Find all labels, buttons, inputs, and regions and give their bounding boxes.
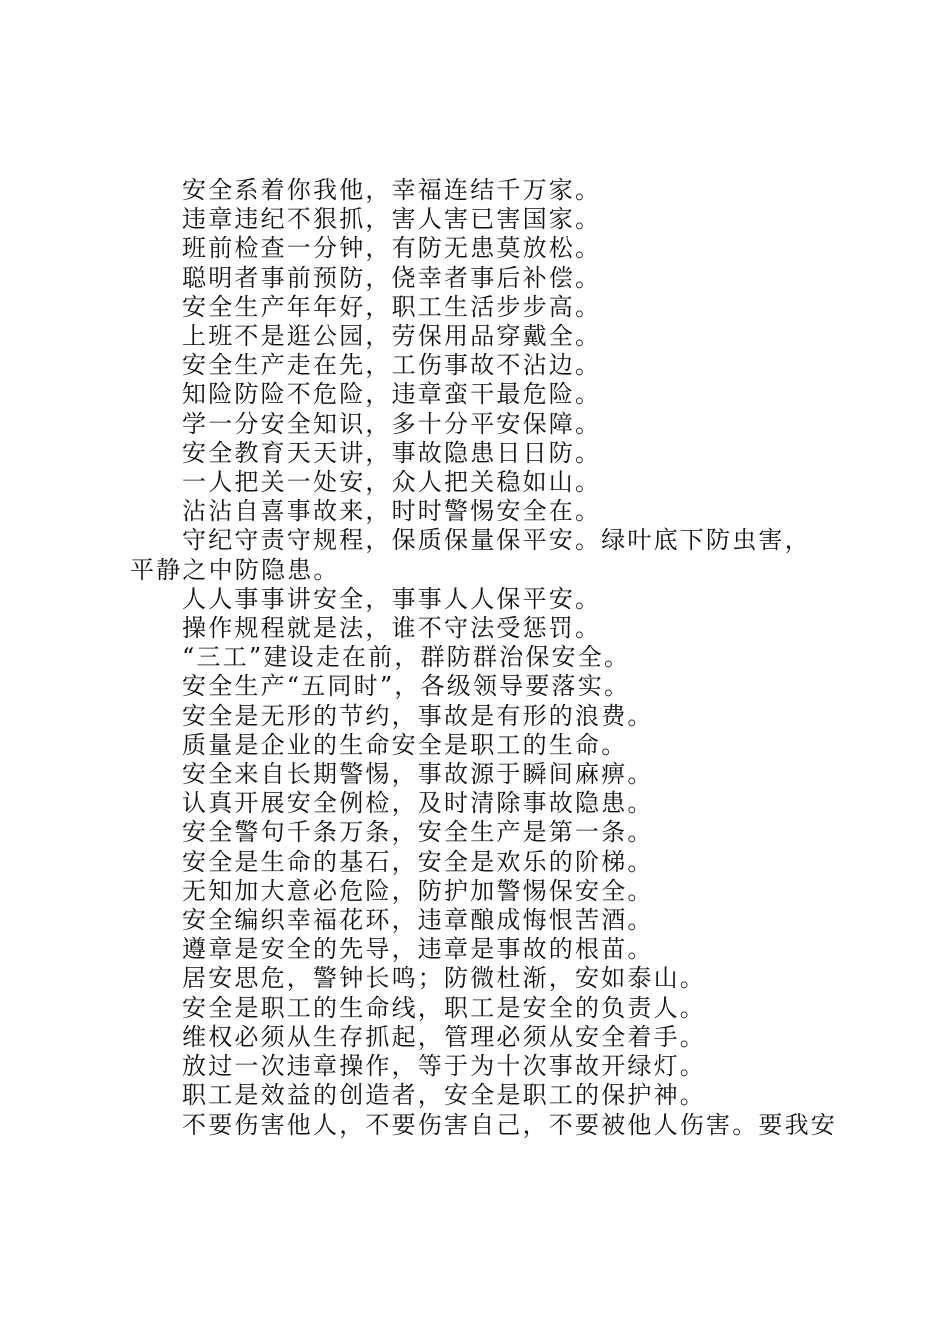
slogan-paragraph: 守纪守责守规程，保质保量保平安。绿叶底下防虫害，平静之中防隐患。 <box>130 526 811 584</box>
slogan-line: 质量是企业的生命安全是职工的生命。 <box>182 730 628 759</box>
slogan-line: 安全生产“五同时”，各级领导要落实。 <box>182 672 631 701</box>
slogan-line: 安全来自长期警惕，事故源于瞬间麻痹。 <box>182 760 654 789</box>
slogan-line-last: 不要伤害他人，不要伤害自己，不要被他人伤害。要我安 <box>182 1110 837 1139</box>
slogan-line: 沾沾自喜事故来，时时警惕安全在。 <box>182 497 602 526</box>
slogan-line: 一人把关一处安，众人把关稳如山。 <box>182 468 602 497</box>
slogan-line: 人人事事讲安全，事事人人保平安。 <box>182 584 602 613</box>
slogan-line: 安全编织幸福花环，违章酿成悔恨苦酒。 <box>182 906 654 935</box>
slogan-line: 安全系着你我他，幸福连结千万家。 <box>182 176 602 204</box>
slogan-line: 认真开展安全例检，及时清除事故隐患。 <box>182 789 654 818</box>
slogan-line: 安全是生命的基石，安全是欢乐的阶梯。 <box>182 847 654 876</box>
slogan-line: 操作规程就是法，谁不守法受惩罚。 <box>182 614 602 643</box>
slogan-line: 上班不是逛公园，劳保用品穿戴全。 <box>182 322 602 351</box>
slogan-line: 无知加大意必危险，防护加警惕保安全。 <box>182 876 654 905</box>
slogan-line: 安全生产年年好，职工生活步步高。 <box>182 292 602 321</box>
slogan-text-block <box>130 176 836 1140</box>
slogan-line: 学一分安全知识，多十分平安保障。 <box>182 409 602 438</box>
slogan-line: “三工”建设走在前，群防群治保安全。 <box>182 643 631 672</box>
slogan-line: 遵章是安全的先导，违章是事故的根苗。 <box>182 935 654 964</box>
slogan-line: 维权必须从生存抓起，管理必须从安全着手。 <box>182 1022 706 1051</box>
slogan-line: 聪明者事前预防，侥幸者事后补偿。 <box>182 263 602 292</box>
slogan-line: 安全警句千条万条，安全生产是第一条。 <box>182 818 654 847</box>
slogan-line: 居安思危，警钟长鸣；防微杜渐，安如泰山。 <box>182 964 706 993</box>
slogan-line: 安全生产走在先，工伤事故不沾边。 <box>182 351 602 380</box>
slogan-line: 安全是无形的节约，事故是有形的浪费。 <box>182 701 654 730</box>
slogan-line: 班前检查一分钟，有防无患莫放松。 <box>182 234 602 263</box>
slogan-line: 违章违纪不狠抓，害人害已害国家。 <box>182 205 602 234</box>
slogan-line: 安全教育天天讲，事故隐患日日防。 <box>182 438 602 467</box>
slogan-line: 职工是效益的创造者，安全是职工的保护神。 <box>182 1081 706 1110</box>
slogan-line: 放过一次违章操作，等于为十次事故开绿灯。 <box>182 1052 706 1081</box>
slogan-line: 安全是职工的生命线，职工是安全的负责人。 <box>182 993 706 1022</box>
slogan-line: 知险防险不危险，违章蛮干最危险。 <box>182 380 602 409</box>
